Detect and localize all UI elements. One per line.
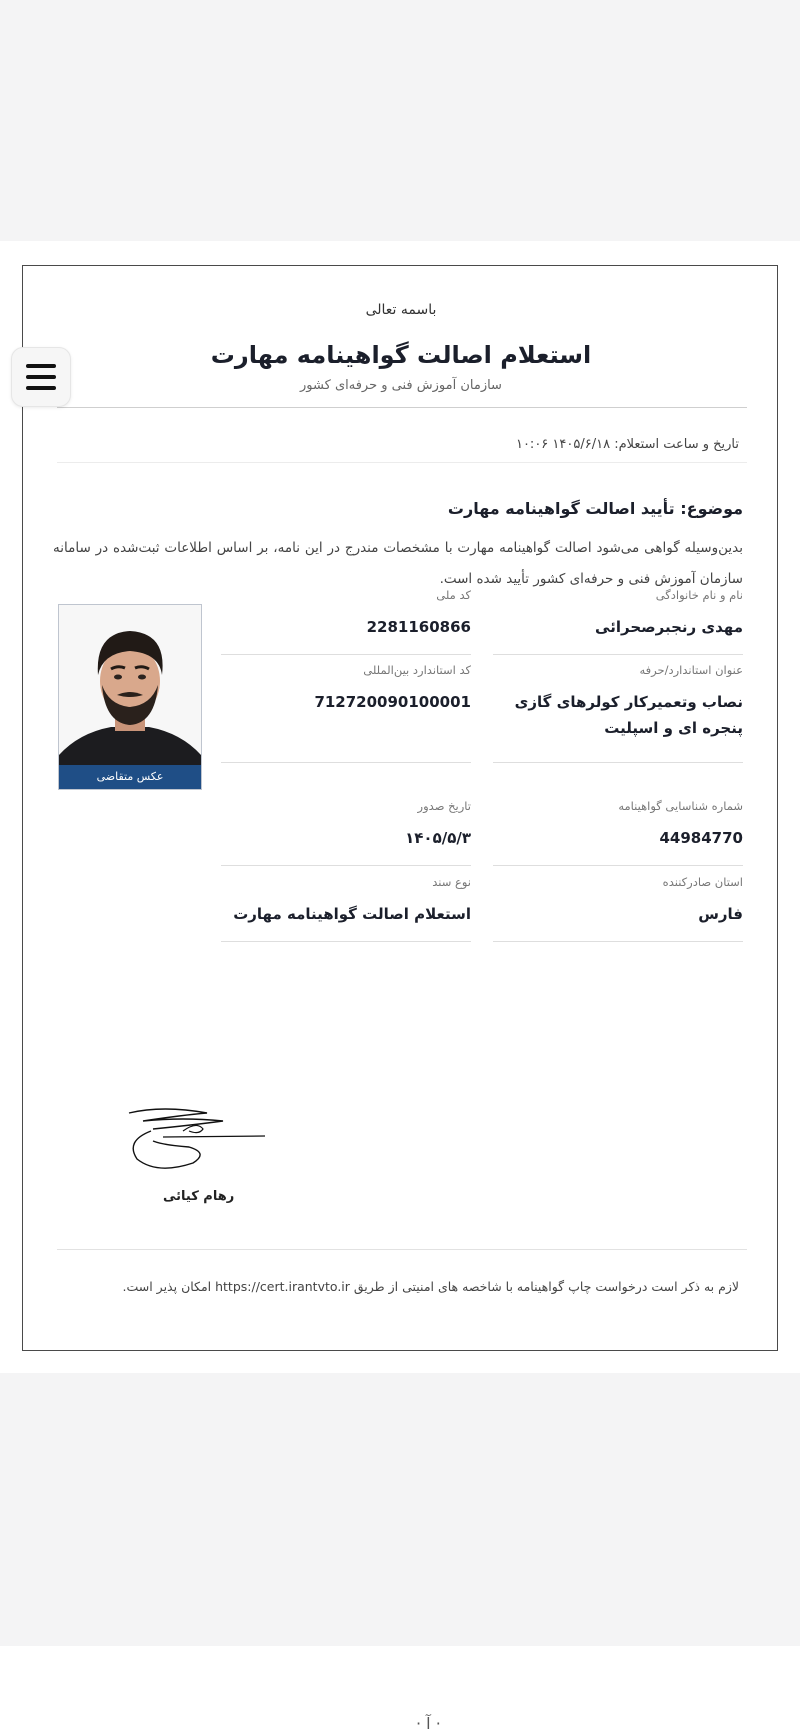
certificate-id-value: 44984770 (659, 829, 743, 847)
national-code-label: کد ملی (436, 588, 471, 602)
hamburger-menu-button[interactable] (11, 347, 71, 407)
full-name-field (493, 588, 743, 656)
footer-note: لازم به ذکر است درخواست چاپ گواهینامه با شاخصه های امنیتی از طریق https://cert.irantvto.ir امکان پذیر است. (122, 1279, 739, 1294)
issue-date-label: تاریخ صدور (417, 799, 471, 813)
signatory-name: رهام کیائی (163, 1189, 235, 1204)
certificate-id-label: شماره شناسایی گواهینامه (618, 799, 743, 813)
letter-body: بدین‌وسیله گواهی می‌شود اصالت گواهینامه مهارت با مشخصات مندرج در این نامه، بر اساس اطلاعات ثبت‌شده در سامانه سازمان آموزش فنی و حرفه‌ای کشور تأیید شده است. (53, 540, 743, 587)
photo-caption: عکس متقاضی (59, 765, 201, 789)
field-underline (493, 654, 743, 655)
bottom-bar (0, 1646, 800, 1733)
full-name-label: نام و نام خانوادگی (655, 588, 743, 602)
standard-title-field (493, 663, 743, 763)
field-underline (221, 865, 471, 866)
field-underline (221, 654, 471, 655)
field-underline (493, 865, 743, 866)
organization-subtitle: سازمان آموزش فنی و حرفه‌ای کشور (300, 378, 502, 393)
inquiry-datetime: تاریخ و ساعت استعلام: ۱۴۰۵/۶/۱۸ ۱۰:۰۶ (515, 437, 739, 452)
national-code-field (221, 588, 471, 656)
document-type-label: نوع سند (432, 875, 471, 889)
letter-subject: موضوع: تأیید اصالت گواهینامه مهارت (447, 499, 743, 518)
intl-code-value: 712720090100001 (314, 693, 471, 711)
applicant-portrait-icon (59, 605, 201, 789)
province-label: استان صادرکننده (662, 875, 743, 889)
issue-date-field (221, 799, 471, 867)
province-field (493, 875, 743, 943)
certificate-id-field (493, 799, 743, 867)
field-underline (221, 762, 471, 763)
header-divider (57, 407, 747, 408)
standard-title-label: عنوان استاندارد/حرفه (639, 663, 743, 677)
footer-divider (57, 1249, 747, 1250)
datetime-divider (57, 462, 747, 463)
document-type-value: استعلام اصالت گواهینامه مهارت (233, 905, 471, 923)
hamburger-menu-icon (26, 364, 56, 368)
field-underline (221, 941, 471, 942)
full-name-value: مهدی رنجبرصحرائی (595, 618, 743, 636)
intl-code-label: کد استاندارد بین‌المللی (363, 663, 471, 677)
bottom-fragment-text: · آ · (416, 1714, 441, 1733)
issue-date-value: ۱۴۰۵/۵/۳ (405, 829, 471, 847)
document-type-field (221, 875, 471, 943)
bismillah-text: باسمه تعالی (365, 302, 437, 318)
national-code-value: 2281160866 (366, 618, 471, 636)
standard-title-value: نصاب وتعمیرکار کولرهای گازی پنجره ای و اسپلیت (514, 693, 743, 737)
intl-code-field (221, 663, 471, 763)
page-title: استعلام اصالت گواهینامه مهارت (210, 341, 592, 369)
field-underline (493, 762, 743, 763)
signature-mark-icon (123, 1101, 273, 1181)
province-value: فارس (698, 905, 743, 923)
field-underline (493, 941, 743, 942)
certificate-card (22, 265, 778, 1351)
applicant-photo (58, 604, 202, 790)
